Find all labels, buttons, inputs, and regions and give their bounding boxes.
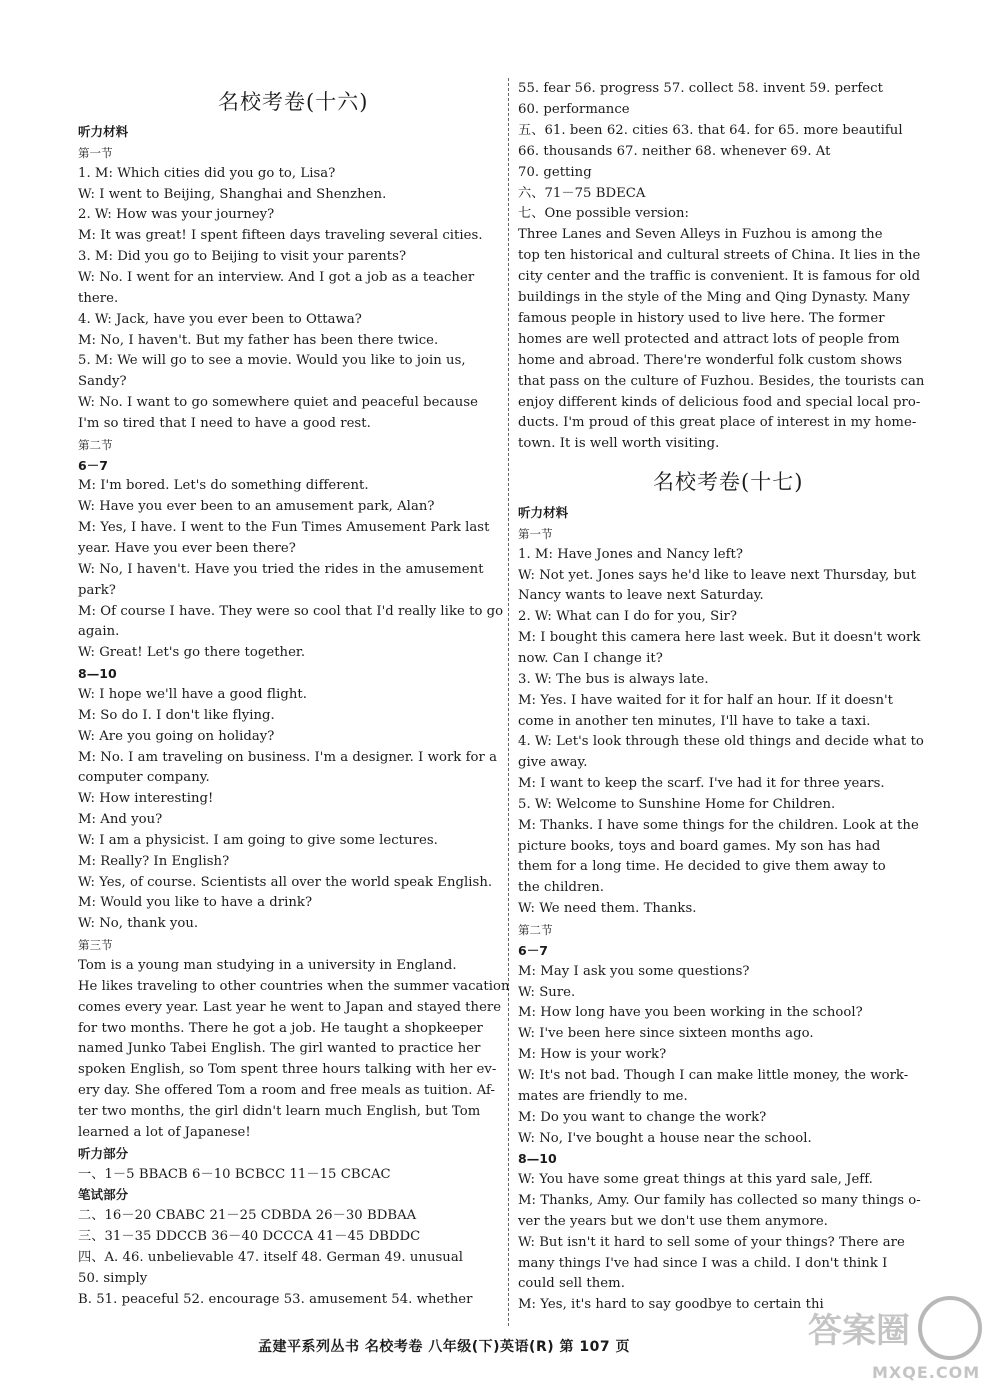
text-line: M: Really? In English?	[78, 853, 230, 869]
text-line: M: No. I am traveling on business. I'm a designer. I work for a	[78, 749, 498, 765]
text-line: town. It is well worth visiting.	[518, 436, 720, 452]
section-heading: 笔试部分	[78, 1187, 129, 1203]
text-line: computer company.	[78, 770, 210, 786]
text-line: W: I hope we'll have a good flight.	[78, 686, 307, 702]
text-line: for two months. There he got a job. He taught a shopkeeper	[78, 1020, 483, 1036]
text-line: M: How is your work?	[518, 1047, 667, 1063]
text-line: famous people in history used to live here. The former	[518, 310, 885, 326]
text-line: 三、31－35 DDCCB 36－40 DCCCA 41－45 DBDDC	[78, 1229, 421, 1245]
text-line: 66. thousands 67. neither 68. whenever 69. At	[518, 143, 831, 159]
text-line: buildings in the style of the Ming and Qing Dynasty. Many	[518, 290, 910, 305]
text-line: ery day. She offered Tom a room and free meals as tuition. Af-	[78, 1083, 495, 1099]
text-line: home and abroad. There're wonderful folk custom shows	[518, 352, 903, 368]
section-heading: 8—10	[78, 666, 117, 682]
text-line: come in another ten minutes, I'll have to take a taxi.	[518, 713, 871, 729]
section-title-16: 名校考卷(十六)	[218, 90, 369, 114]
text-line: them for a long time. He decided to give them away to	[518, 859, 886, 875]
text-line: B. 51. peaceful 52. encourage 53. amusement 54. whether	[78, 1291, 473, 1307]
text-line: W: It's not bad. Though I can make little money, the work-	[518, 1067, 909, 1083]
text-line: 2. W: What can I do for you, Sir?	[518, 609, 737, 625]
text-line: W: No, I haven't. Have you tried the rides in the amusement	[78, 561, 484, 577]
text-line: M: So do I. I don't like flying.	[78, 707, 275, 723]
text-line: M: Thanks. I have some things for the children. Look at the	[518, 817, 919, 833]
text-line: homes are well protected and attract lots of people from	[518, 331, 900, 347]
text-line: 六、71－75 BDECA	[518, 185, 646, 201]
text-line: learned a lot of Japanese!	[78, 1124, 251, 1140]
text-line: named Junko Tabei English. The girl wanted to practice her	[78, 1041, 481, 1057]
column-divider	[508, 78, 509, 1326]
watermark-text: 答案圈	[808, 1311, 910, 1351]
text-line: M: No, I haven't. But my father has been there twice.	[78, 332, 439, 348]
text-line: mates are friendly to me.	[518, 1088, 688, 1104]
text-line: M: Yes, I have. I went to the Fun Times Amusement Park last	[78, 520, 490, 536]
text-line: 3. M: Did you go to Beijing to visit your parents?	[78, 249, 407, 265]
text-line: M: Thanks, Amy. Our family has collected so many things o-	[518, 1193, 921, 1209]
text-line: W: Great! Let's go there together.	[78, 645, 306, 661]
text-line: picture books, toys and board games. My son has had	[518, 838, 881, 854]
text-line: W: But isn't it hard to sell some of your things? There are	[518, 1234, 905, 1250]
section-heading: 8—10	[518, 1151, 557, 1167]
text-line: 60. performance	[518, 101, 630, 117]
subsection-label: 第一节	[78, 145, 113, 160]
watermark-logo	[790, 1290, 995, 1385]
text-line: again.	[78, 624, 120, 640]
text-line: W: Not yet. Jones says he'd like to leave next Thursday, but	[518, 567, 916, 583]
text-line: 70. getting	[518, 164, 592, 180]
text-line: top ten historical and cultural streets of China. It lies in the	[518, 248, 921, 264]
text-line: W: Have you ever been to an amusement park, Alan?	[78, 499, 435, 515]
text-line: year. Have you ever been there?	[78, 541, 296, 556]
text-line: ver the years but we don't use them anymore.	[518, 1213, 828, 1229]
text-line: 50. simply	[78, 1270, 148, 1286]
text-line: W: No. I want to go somewhere quiet and peaceful because	[78, 395, 478, 411]
footer-text: 孟建平系列丛书 名校考卷 八年级(下)英语(R) 第 107 页	[258, 1339, 630, 1355]
text-line: 1. M: Which cities did you go to, Lisa?	[78, 165, 336, 181]
text-line: Nancy wants to leave next Saturday.	[518, 588, 764, 604]
text-line: 1. M: Have Jones and Nancy left?	[518, 546, 743, 562]
watermark-url: MXQE.COM	[872, 1363, 981, 1382]
text-line: 4. W: Jack, have you ever been to Ottawa?	[78, 311, 362, 327]
text-line: W: Yes, of course. Scientists all over the world speak English.	[78, 874, 493, 890]
text-line: could sell them.	[518, 1276, 625, 1292]
text-line: W: How interesting!	[78, 791, 214, 807]
text-line: spoken English, so Tom spent three hours talking with her ev-	[78, 1062, 497, 1078]
text-line: W: No, I've bought a house near the school.	[518, 1130, 812, 1146]
text-line: M: Yes. I have waited for it for half an hour. If it doesn't	[518, 692, 894, 708]
text-line: park?	[78, 582, 116, 598]
text-line: Tom is a young man studying in a university in England.	[78, 958, 457, 973]
text-line: W: I went to Beijing, Shanghai and Shenzhen.	[78, 186, 387, 202]
text-line: M: It was great! I spent fifteen days traveling several cities.	[78, 228, 483, 244]
text-line: Three Lanes and Seven Alleys in Fuzhou is among the	[518, 227, 883, 243]
text-line: W: No. I went for an interview. And I got a job as a teacher	[78, 269, 475, 285]
text-line: W: We need them. Thanks.	[518, 901, 697, 917]
text-line: M: Of course I have. They were so cool that I'd really like to go	[78, 603, 504, 619]
text-line: M: May I ask you some questions?	[518, 963, 750, 979]
text-line: M: Do you want to change the work?	[518, 1109, 767, 1125]
text-line: enjoy different kinds of delicious food and special local pro-	[518, 394, 921, 410]
text-line: that pass on the culture of Fuzhou. Besides, the tourists can	[518, 373, 925, 389]
text-line: 5. M: We will go to see a movie. Would you like to join us,	[78, 353, 466, 369]
text-line: W: You have some great things at this yard sale, Jeff.	[518, 1172, 873, 1188]
section-heading: 听力材料	[518, 505, 569, 520]
text-line: many things I've had since I was a child. I don't think I	[518, 1255, 888, 1271]
text-line: M: And you?	[78, 812, 163, 828]
text-line: the children.	[518, 880, 604, 896]
text-line: city center and the traffic is convenient. It is famous for old	[518, 269, 921, 285]
text-line: give away.	[518, 755, 588, 771]
subsection-label: 第一节	[518, 526, 553, 541]
text-line: 二、16－20 CBABC 21－25 CDBDA 26－30 BDBAA	[78, 1208, 417, 1224]
text-line: 一、1－5 BBACB 6－10 BCBCC 11－15 CBCAC	[78, 1166, 391, 1182]
text-line: now. Can I change it?	[518, 650, 663, 666]
section-heading: 听力材料	[78, 124, 129, 139]
text-line: 五、61. been 62. cities 63. that 64. for 65. more beautiful	[518, 122, 903, 138]
text-line: He likes traveling to other countries when the summer vacation	[78, 978, 510, 994]
text-line: M: I'm bored. Let's do something different.	[78, 478, 369, 494]
text-line: 七、One possible version:	[518, 206, 690, 222]
text-line: M: I want to keep the scarf. I've had it for three years.	[518, 776, 885, 792]
text-line: Sandy?	[78, 374, 127, 390]
text-line: W: No, thank you.	[78, 916, 199, 932]
text-line: ter two months, the girl didn't learn much English, but Tom	[78, 1103, 481, 1119]
text-line: W: Sure.	[518, 984, 576, 1000]
text-line: M: Would you like to have a drink?	[78, 895, 313, 911]
text-line: W: I am a physicist. I am going to give some lectures.	[78, 832, 438, 848]
text-line: there.	[78, 290, 119, 306]
section-heading: 听力部分	[78, 1145, 129, 1161]
text-line: 四、A. 46. unbelievable 47. itself 48. German 49. unusual	[78, 1249, 464, 1265]
text-line: 2. W: How was your journey?	[78, 207, 275, 223]
text-line: ducts. I'm proud of this great place of interest in my home-	[518, 415, 917, 431]
text-line: 5. W: Welcome to Sunshine Home for Children.	[518, 796, 836, 812]
text-line: M: I bought this camera here last week. But it doesn't work	[518, 630, 921, 646]
subsection-label: 第三节	[78, 938, 113, 953]
text-line: W: Are you going on holiday?	[78, 728, 275, 744]
text-line: 3. W: The bus is always late.	[518, 671, 709, 687]
section-heading: 6－7	[518, 942, 549, 958]
section-heading: 6－7	[78, 457, 109, 473]
text-line: W: I've been here since sixteen months ago.	[518, 1026, 814, 1042]
text-line: 4. W: Let's look through these old things and decide what to	[518, 734, 924, 750]
text-line: 55. fear 56. progress 57. collect 58. invent 59. perfect	[518, 81, 883, 96]
text-line: M: Yes, it's hard to say goodbye to certain thi	[518, 1297, 824, 1313]
text-line: M: How long have you been working in the school?	[518, 1005, 863, 1021]
section-title-17: 名校考卷(十七)	[653, 470, 804, 494]
text-line: I'm so tired that I need to have a good rest.	[78, 415, 371, 431]
text-line: comes every year. Last year he went to Japan and stayed there	[78, 999, 502, 1015]
subsection-label: 第二节	[518, 923, 553, 937]
subsection-label: 第二节	[78, 437, 113, 452]
